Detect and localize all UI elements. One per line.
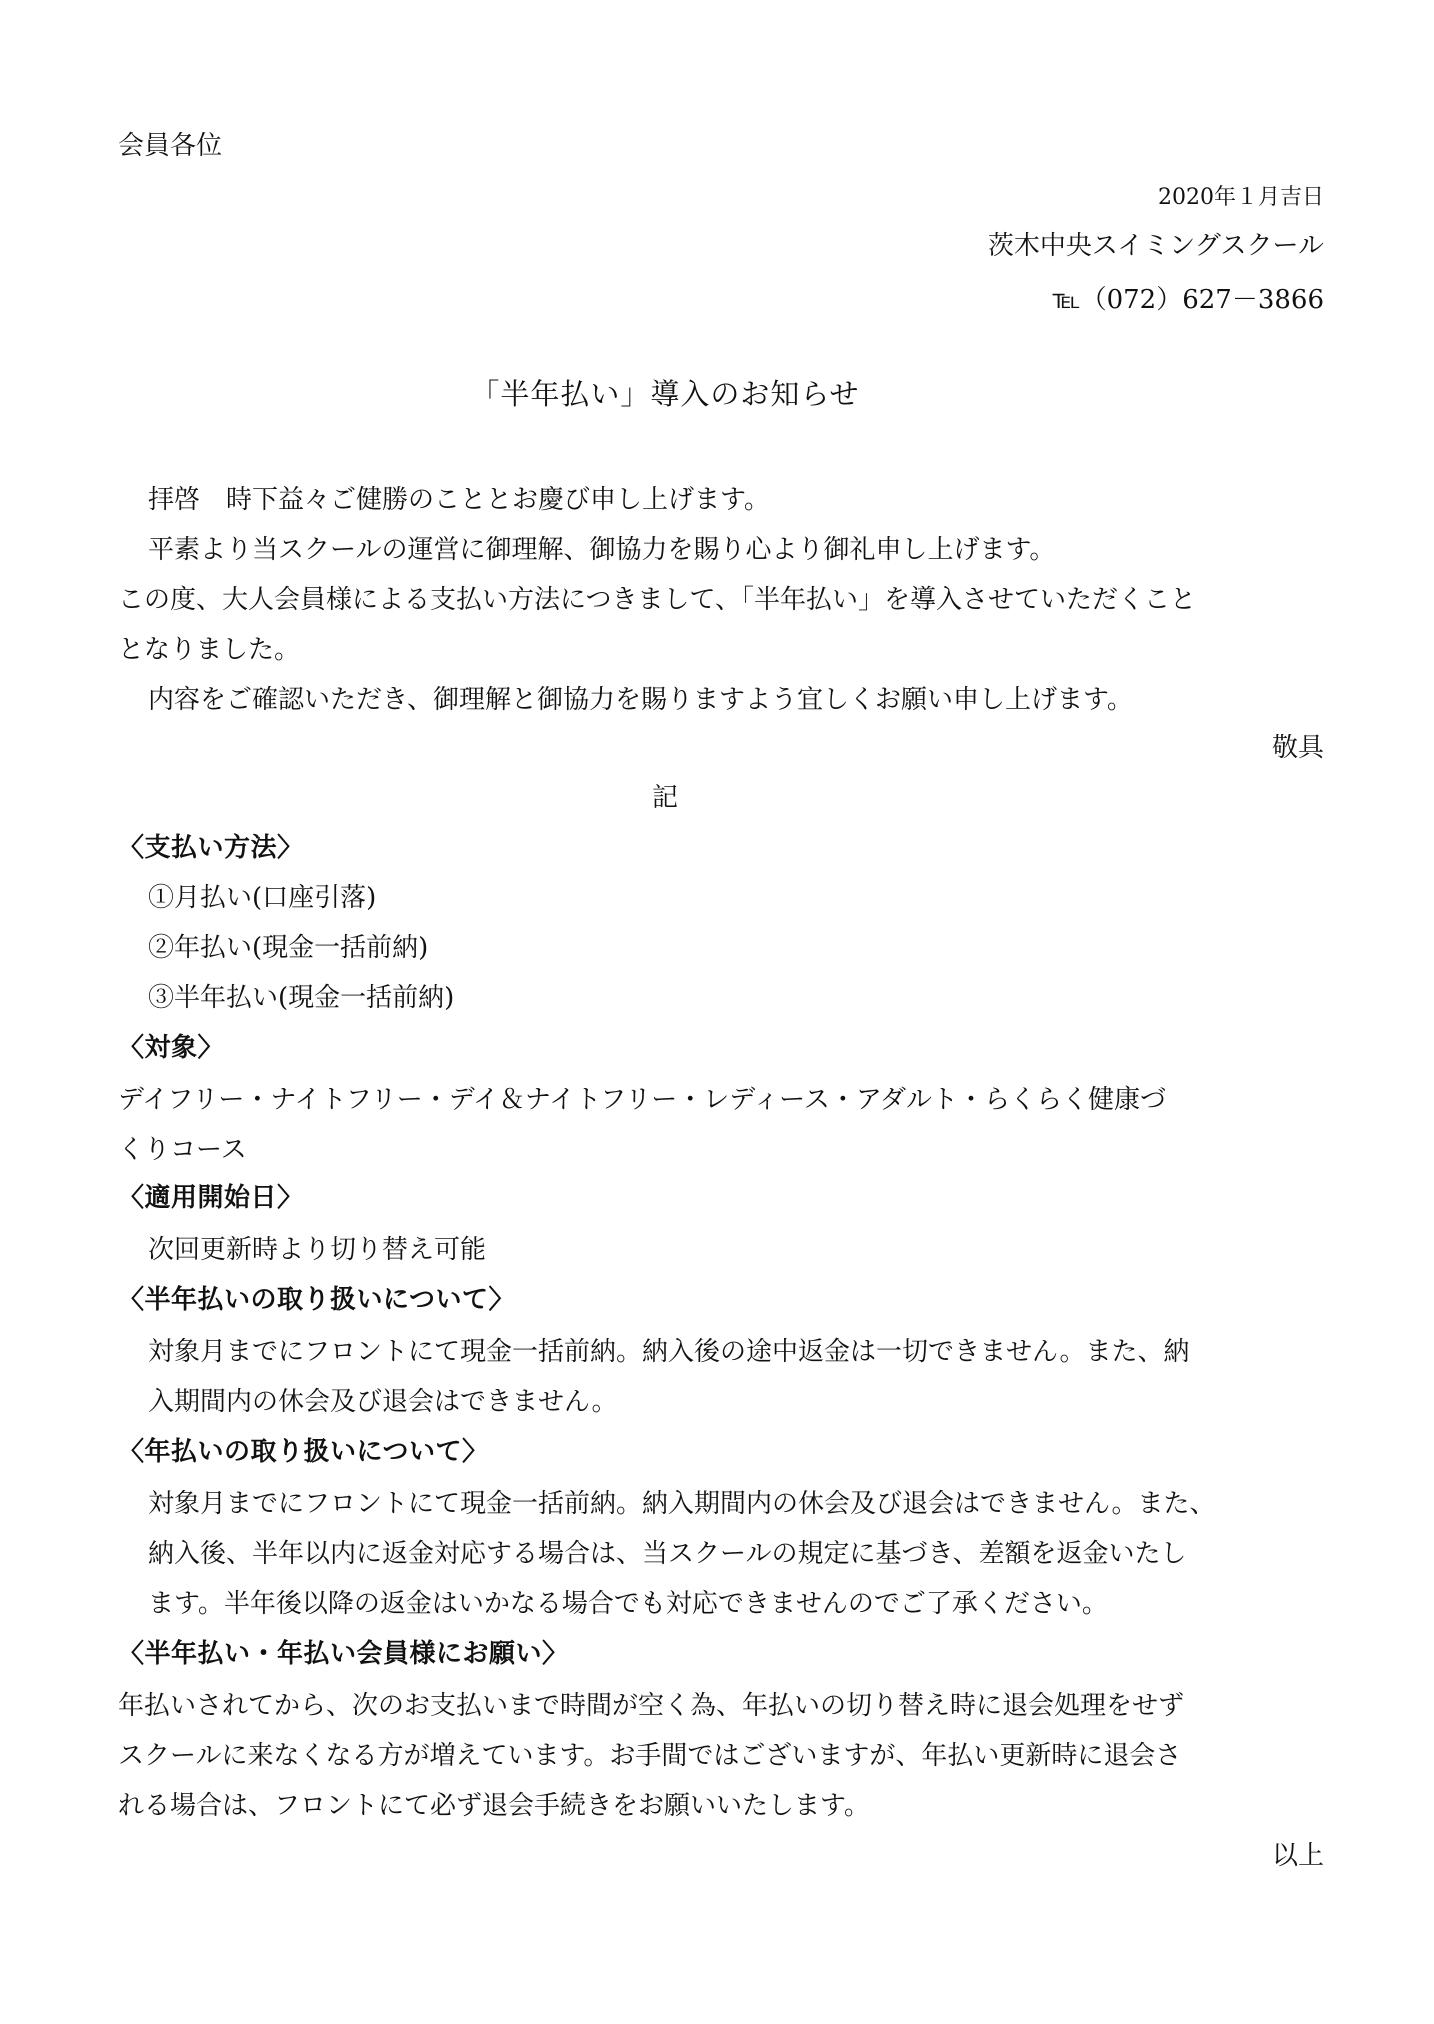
yearly-line: 対象月までにフロントにて現金一括前納。納入期間内の休会及び退会はできません。また、: [148, 1489, 1216, 1519]
section-heading-payment-methods: 〈支払い方法〉: [118, 833, 304, 863]
request-line: れる場合は、フロントにて必ず退会手続きをお願いいたします。: [118, 1791, 870, 1821]
sender-tel: ℡（072）627－3866: [1052, 285, 1324, 315]
section-heading-half-year: 〈半年払いの取り扱いについて〉: [118, 1285, 515, 1315]
yearly-line: 納入後、半年以内に返金対応する場合は、当スクールの規定に基づき、差額を返金いたし: [148, 1539, 1187, 1569]
issue-date: 2020年１月吉日: [1158, 185, 1324, 210]
greeting-line: 平素より当スクールの運営に御理解、御協力を賜り心より御礼申し上げます。: [148, 535, 1056, 565]
recipient: 会員各位: [118, 131, 223, 161]
payment-method-item: ①月払い(口座引落): [148, 883, 377, 913]
target-line: くりコース: [118, 1135, 247, 1165]
target-line: デイフリー・ナイトフリー・デイ＆ナイトフリー・レディース・アダルト・らくらく健康づ: [118, 1085, 1167, 1115]
start-date-line: 次回更新時より切り替え可能: [148, 1235, 487, 1265]
half-year-line: 入期間内の休会及び退会はできません。: [148, 1387, 618, 1417]
request-line: スクールに来なくなる方が増えています。お手間ではございますが、年払い更新時に退会さ: [118, 1741, 1182, 1771]
payment-method-item: ③半年払い(現金一括前納): [148, 983, 455, 1013]
sender-name: 茨木中央スイミングスクール: [987, 231, 1324, 261]
yearly-line: ます。半年後以降の返金はいかなる場合でも対応できませんのでご了承ください。: [148, 1589, 1108, 1619]
closing-keigu: 敬具: [1271, 733, 1324, 763]
request-line: 年払いされてから、次のお支払いまで時間が空く為、年払いの切り替え時に退会処理をせず: [118, 1691, 1185, 1721]
section-heading-request: 〈半年払い・年払い会員様にお願い〉: [118, 1639, 569, 1669]
greeting-line: この度、大人会員様による支払い方法につきまして、「半年払い」を導入させていただくこと: [118, 585, 1196, 615]
ki-marker: 記: [651, 783, 678, 813]
section-heading-start-date: 〈適用開始日〉: [118, 1183, 304, 1213]
payment-method-item: ②年払い(現金一括前納): [148, 933, 429, 963]
greeting-line: 内容をご確認いただき、御理解と御協力を賜りますよう宜しくお願い申し上げます。: [148, 685, 1133, 715]
greeting-line: 拝啓 時下益々ご健勝のこととお慶び申し上げます。: [148, 485, 770, 515]
section-heading-yearly: 〈年払いの取り扱いについて〉: [118, 1437, 489, 1467]
section-heading-target: 〈対象〉: [118, 1033, 225, 1063]
greeting-line: となりました。: [118, 635, 301, 665]
end-marker: 以上: [1271, 1841, 1324, 1871]
document-title: 「半年払い」導入のお知らせ: [470, 377, 860, 411]
half-year-line: 対象月までにフロントにて現金一括前納。納入後の途中返金は一切できません。また、納: [148, 1337, 1190, 1367]
